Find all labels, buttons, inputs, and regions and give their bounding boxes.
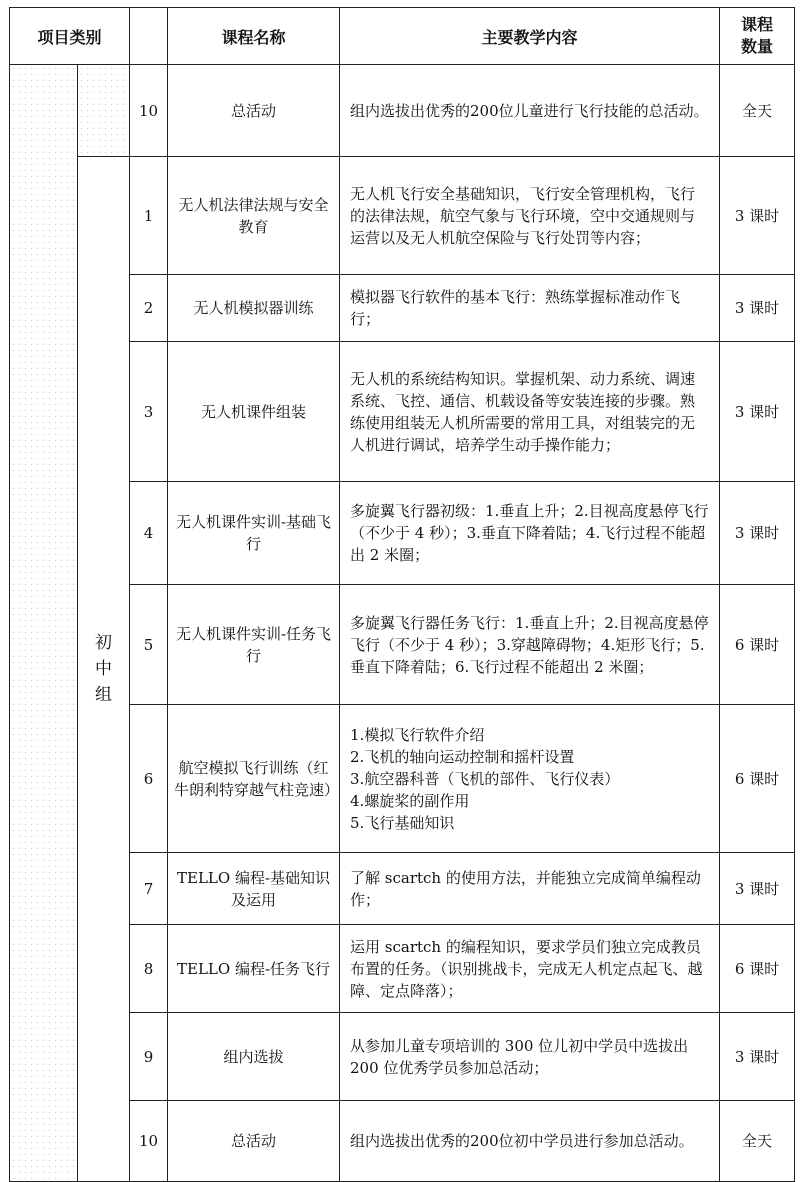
header-quantity xyxy=(720,8,795,65)
header-course-name: 课程名称 xyxy=(168,8,340,65)
course-quantity: 6 课时 xyxy=(720,925,795,1013)
group-cell xyxy=(78,157,130,1182)
course-content xyxy=(340,925,720,1013)
content-line: 组内选拔出优秀的200位初中学员进行参加总活动。 xyxy=(350,1132,694,1150)
content-line: 2.飞机的轴向运动控制和摇杆设置 xyxy=(350,747,575,766)
row-number: 5 xyxy=(130,585,168,705)
course-name: 无人机模拟器训练 xyxy=(168,275,340,342)
content-line: 多旋翼飞行器任务飞行：1.垂直上升；2.目视高度悬停飞行（不少于 4 秒）；3.穿越障碍物；4.矩形飞行；5.垂直下降着陆；6.飞行过程不能超出 2 米圈； xyxy=(350,613,709,676)
course-content xyxy=(340,65,720,157)
content-line: 5.飞行基础知识 xyxy=(350,813,455,832)
row-number: 6 xyxy=(130,705,168,853)
content-line: 无人机的系统结构知识。掌握机架、动力系统、调速系统、飞控、通信、机载设备等安装连接的步骤。熟练使用组装无人机所需要的常用工具，对组装完的无人机进行调试，培养学生动手操作能力； xyxy=(350,369,696,454)
course-name: 无人机课件实训-基础飞行 xyxy=(168,482,340,585)
content-line: 4.螺旋桨的副作用 xyxy=(350,791,470,810)
header-quantity-line2: 数量 xyxy=(741,37,774,56)
course-quantity: 6 课时 xyxy=(720,705,795,853)
header-category: 项目类别 xyxy=(10,8,130,65)
course-name: 无人机课件组装 xyxy=(168,342,340,482)
course-content xyxy=(340,853,720,925)
content-line: 了解 scartch 的使用方法，并能独立完成简单编程动作； xyxy=(350,868,701,909)
course-table xyxy=(9,7,795,1182)
header-row xyxy=(10,8,795,65)
row-number: 8 xyxy=(130,925,168,1013)
course-name: 组内选拔 xyxy=(168,1013,340,1101)
course-content xyxy=(340,1013,720,1101)
course-content xyxy=(340,157,720,275)
table-row xyxy=(10,157,795,275)
course-quantity: 全天 xyxy=(720,1101,795,1182)
row-number: 3 xyxy=(130,342,168,482)
course-name: TELLO 编程-任务飞行 xyxy=(168,925,340,1013)
course-quantity: 3 课时 xyxy=(720,853,795,925)
course-name: 总活动 xyxy=(168,1101,340,1182)
header-quantity-line1: 课程 xyxy=(741,15,774,34)
course-quantity: 6 课时 xyxy=(720,585,795,705)
row-number: 9 xyxy=(130,1013,168,1101)
course-quantity: 3 课时 xyxy=(720,482,795,585)
course-content xyxy=(340,585,720,705)
category-cell xyxy=(10,65,78,1182)
content-line: 1.模拟飞行软件介绍 xyxy=(350,725,485,744)
content-line: 运用 scartch 的编程知识，要求学员们独立完成教员布置的任务。（识别挑战卡，完成无人机定点起飞、越障、定点降落）； xyxy=(350,937,703,1000)
course-quantity: 3 课时 xyxy=(720,157,795,275)
course-quantity: 3 课时 xyxy=(720,275,795,342)
table-row xyxy=(10,65,795,157)
course-content xyxy=(340,342,720,482)
course-name: 总活动 xyxy=(168,65,340,157)
course-quantity: 3 课时 xyxy=(720,342,795,482)
row-number: 10 xyxy=(130,1101,168,1182)
row-number: 2 xyxy=(130,275,168,342)
row-number: 1 xyxy=(130,157,168,275)
row-number: 10 xyxy=(130,65,168,157)
content-line: 从参加儿童专项培训的 300 位儿初中学员中选拔出 200 位优秀学员参加总活动； xyxy=(350,1036,689,1077)
course-name: 无人机法律法规与安全教育 xyxy=(168,157,340,275)
course-content xyxy=(340,1101,720,1182)
course-name: TELLO 编程-基础知识及运用 xyxy=(168,853,340,925)
course-content xyxy=(340,482,720,585)
previous-group-cell xyxy=(78,65,130,157)
group-label: 初中组 xyxy=(95,633,112,705)
content-line: 模拟器飞行软件的基本飞行：熟练掌握标准动作飞行； xyxy=(350,288,681,328)
course-content xyxy=(340,705,720,853)
content-line: 3.航空器科普（飞机的部件、飞行仪表） xyxy=(350,769,620,788)
row-number: 7 xyxy=(130,853,168,925)
course-name: 无人机课件实训-任务飞行 xyxy=(168,585,340,705)
row-number: 4 xyxy=(130,482,168,585)
course-quantity: 3 课时 xyxy=(720,1013,795,1101)
header-main-content: 主要教学内容 xyxy=(340,8,720,65)
header-number xyxy=(130,8,168,65)
table-body xyxy=(10,65,795,1182)
course-table-page xyxy=(9,7,794,1167)
content-line: 多旋翼飞行器初级：1.垂直上升；2.目视高度悬停飞行（不少于 4 秒）；3.垂直下降着陆；4.飞行过程不能超出 2 米圈； xyxy=(350,502,709,564)
content-line: 无人机飞行安全基础知识，飞行安全管理机构，飞行的法律法规，航空气象与飞行环境，空中交通规则与运营以及无人机航空保险与飞行处罚等内容； xyxy=(350,184,696,247)
course-quantity: 全天 xyxy=(720,65,795,157)
course-content xyxy=(340,275,720,342)
course-name: 航空模拟飞行训练（红牛朗利特穿越气柱竞速） xyxy=(168,705,340,853)
content-line: 组内选拔出优秀的200位儿童进行飞行技能的总活动。 xyxy=(350,101,709,120)
